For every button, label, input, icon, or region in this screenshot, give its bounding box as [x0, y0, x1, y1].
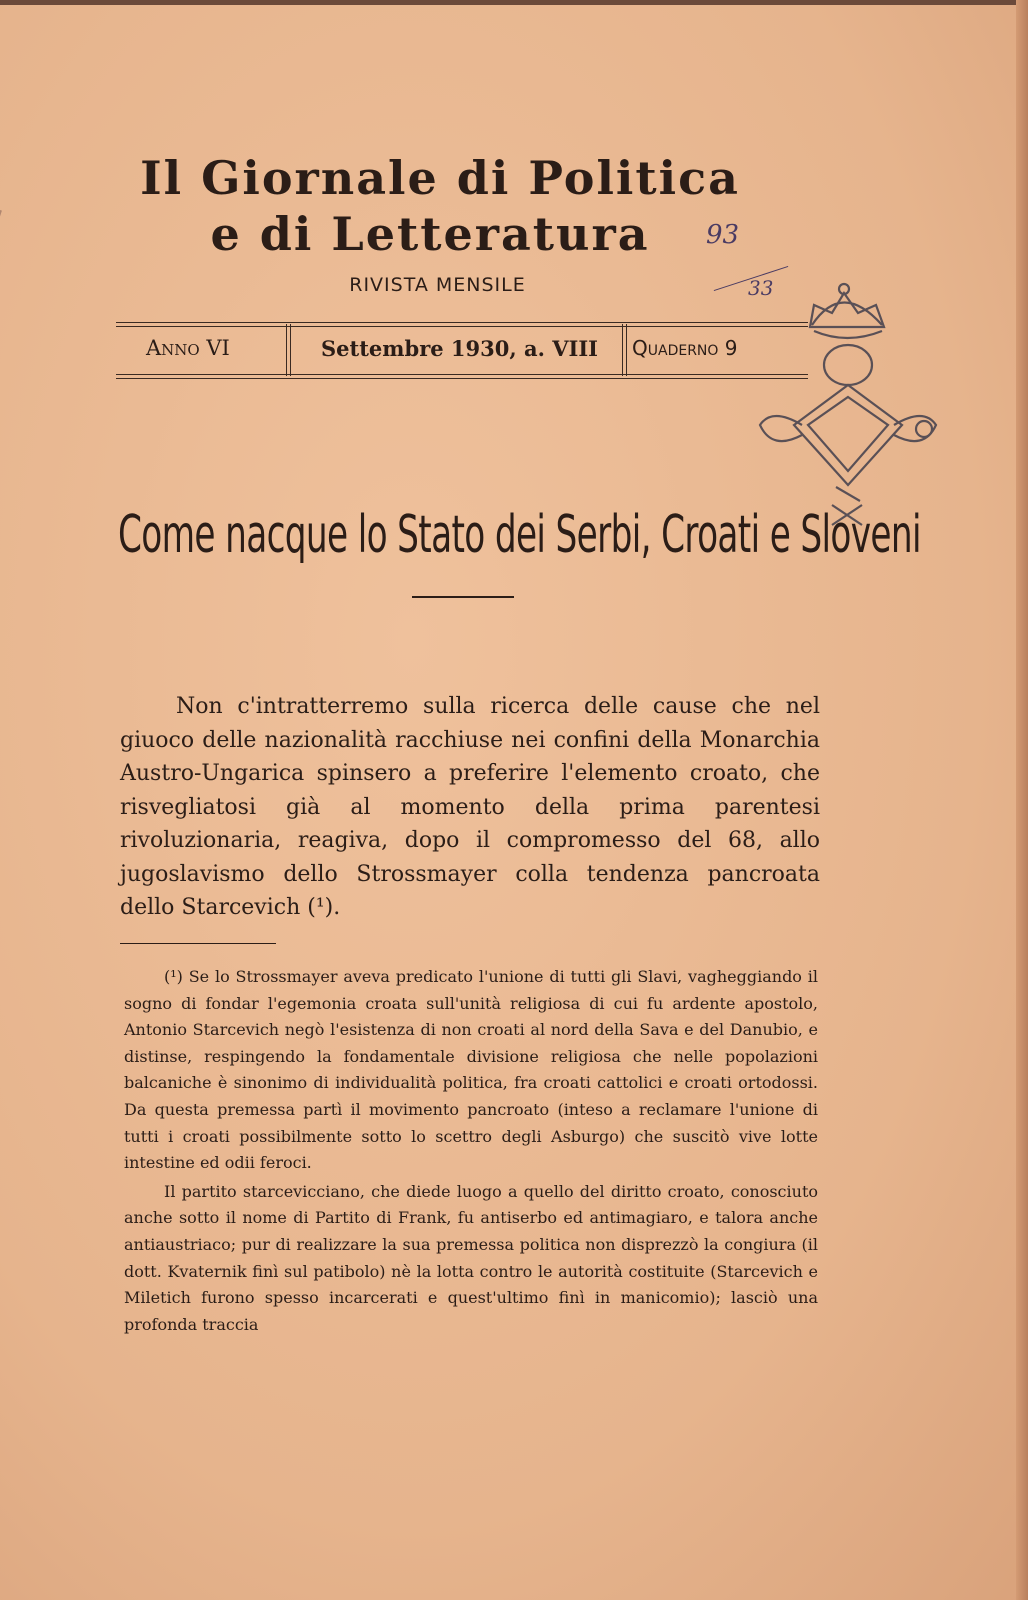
page-top-edge [0, 0, 1028, 5]
info-bar-rule-bottom-inner [116, 374, 808, 375]
handwritten-number-bottom: 33 [748, 276, 774, 300]
footnote-paragraph: (¹) Se lo Strossmayer aveva predicato l'unione di tutti gli Slavi, vagheggiando il sogno di fondar l'egemonia croata sull'unità religiosa di cui fu ardente apostolo, Antonio Starcevich negò l'esistenza di non croati al nord della Sava e del Danubio, e distinse, respingendo la fondamentale divisione religiosa che nelle popolazioni balcaniche è sinonimo di individualità politica, fra croati cattolici e croati ortodossi. Da questa premessa partì il movimento pancroato (inteso a reclamare l'unione di tutti i croati possibilmente sotto lo scettro degli Asburgo) che suscitò vive lotte intestine ed odii feroci. [124, 967, 818, 1173]
page-binding-edge [1016, 0, 1028, 1600]
info-bar-divider [622, 324, 623, 376]
margin-pencil-mark [0, 210, 2, 334]
article-title: Come nacque lo Stato dei Serbi, Croati e Sloveni [118, 505, 921, 565]
issue-year: Anno VI [146, 336, 230, 360]
footnote-separator [120, 943, 276, 944]
info-bar-divider [286, 324, 287, 376]
body-paragraph: Non c'intratterremo sulla ricerca delle cause che nel giuoco delle nazionalità racchiuse nei confini della Monarchia Austro-Ungarica spinsero a preferire l'elemento croato, che risvegliatosi già al momento della prima parentesi rivoluzionaria, reagiva, dopo il compromesso del 68, allo jugoslavismo dello Strossmayer colla tendenza pancroata dello Starcevich (¹). [120, 694, 820, 920]
journal-title-line1: Il Giornale di Politica [140, 151, 740, 205]
journal-subtitle: RIVISTA MENSILE [349, 274, 526, 296]
issue-info-bar [116, 322, 808, 380]
footnote-paragraph: Il partito starcevicciano, che diede luogo a quello del diritto croato, conosciuto anche sotto il nome di Partito di Frank, fu antiserbo ed antimagiaro, e talora anche antiaustriaco; pur di realizzare la sua premessa politica non disprezzò la congiura (il dott. Kvaternik finì sul patibolo) nè la lotta contro le autorità costituite (Starcevich e Miletich furono spesso incarcerati e quest'ultimo finì in manicomio); lasciò una profonda traccia [124, 1181, 818, 1334]
title-underline-rule [412, 596, 514, 598]
journal-title-line2: e di Letteratura [210, 207, 650, 261]
issue-number: Quaderno 9 [632, 336, 738, 360]
footnotes [124, 964, 818, 1340]
info-bar-divider [290, 324, 291, 376]
handwritten-number-top: 93 [706, 220, 740, 250]
article-body [120, 690, 820, 925]
info-bar-rule-top-inner [116, 326, 808, 327]
info-bar-rule-bottom [116, 378, 808, 379]
info-bar-divider [626, 324, 627, 376]
issue-date: Settembre 1930, a. VIII [321, 336, 598, 361]
info-bar-rule-top [116, 322, 808, 323]
